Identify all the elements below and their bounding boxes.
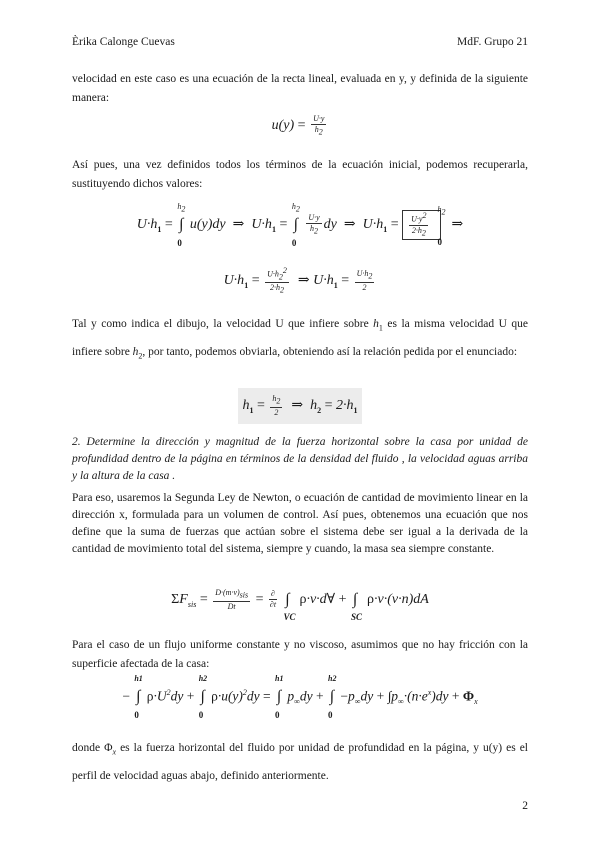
paragraph-newton-law: Para eso, usaremos la Segunda Ley de Newton, o ecuación de cantidad de movimiento linear en la dirección x, formulada para un volumen de control. Así pues, obtenemos una ecuación que nos define que la suma de fuerzas que actúan sobre el sistema debe ser igual a la derivada de la cantidad de movimiento total del sistema, siempre y cuando, la masa sea siempre constante. [72,492,528,555]
paragraph-velocity-intro: velocidad en este caso es una ecuación de la recta lineal, evaluada en y, y definida de la siguiente manera: [72,73,528,104]
equation-force-balance: − h1 ∫ 0 $\rho\cdot U^2dy$ + h2 ∫ 0 $\rho\cdot u(y)^2dy$ = h1 ∫ 0 $p_\infty dy$ + h2 ∫ 0 $-p_\infty dy + \int p_\infty\cdot(n\cdot e^x)dy + \Phi_x$ [122,674,478,721]
question-2: 2. Determine la dirección y magnitud de la fuerza horizontal sobre la casa por unidad de profundidad dentro de la página en términos de la densidad del fluido , la velocidad aguas arriba y la altura de la casa . [72,436,528,482]
paragraph-phi-definition: donde $\Phi_x$ es la fuerza horizontal del fluido por unidad de profundidad en la página, y u(y) es el perfil de velocidad aguas abajo, definido anteriormente. [72,742,528,783]
equation-result-h1: $U\cdot h_1$ = $\frac{U\cdot h_2^2}{2\cdot h_2}$ ⇒ $U\cdot h_1$ = $\frac{U\cdot h_2}{2}$ [223,266,373,295]
paragraph-substitution: Así pues, una vez definidos todos los términos de la ecuación inicial, podemos recuperarla, sustituyendo dichos valores: [72,159,528,190]
paragraph-velocity-cancel: Tal y como indica el dibujo, la velocidad U que infiere sobre $h_1$ es la misma velocidad U que infiere sobre $h_2$, por tanto, podemos obviarla, obteniendo así la relación pedida por el enunciado: [72,318,529,361]
equation-h2-relation: $h_1$ = $\frac{h_2}{2}$ ⇒ $h_2 = 2\cdot h_1$ [72,388,528,424]
header-author: Èrika Calonge Cuevas [72,36,175,48]
equation-integral-substitution: $U\cdot h_1$ = $h_2$ ∫ 0 u(y)dy ⇒ $U\cdot h_1$ = $h_2$ ∫ 0 $\frac{U\cdot y}{h_2}$ dy ⇒ $U\cdot h_1$ = $\frac{U\cdot y^2}{2\cdot h_2}$ $h_2$ 0 ⇒ [136,202,464,248]
page-number: 2 [522,800,528,812]
paragraph-inviscid-flow: Para el caso de un flujo uniforme constante y no viscoso, asumimos que no hay fricción con la superficie afectada de la casa: [72,639,528,670]
equation-momentum: $\Sigma F_{sis}$ = $\frac{D\cdot(m\cdot v)_{sis}}{Dt}$ = $\frac{\partial}{\partial t}$ ∫ VC ρ·v·d∀ + ∫ SC ρ·v·(v·n)dA [171,588,429,622]
header-course: MdF. Grupo 21 [457,36,528,48]
equation-velocity-profile: u(y) = $\frac{U\cdot y}{h_2}$ [271,114,325,137]
phi-symbol: Φ [104,742,113,754]
